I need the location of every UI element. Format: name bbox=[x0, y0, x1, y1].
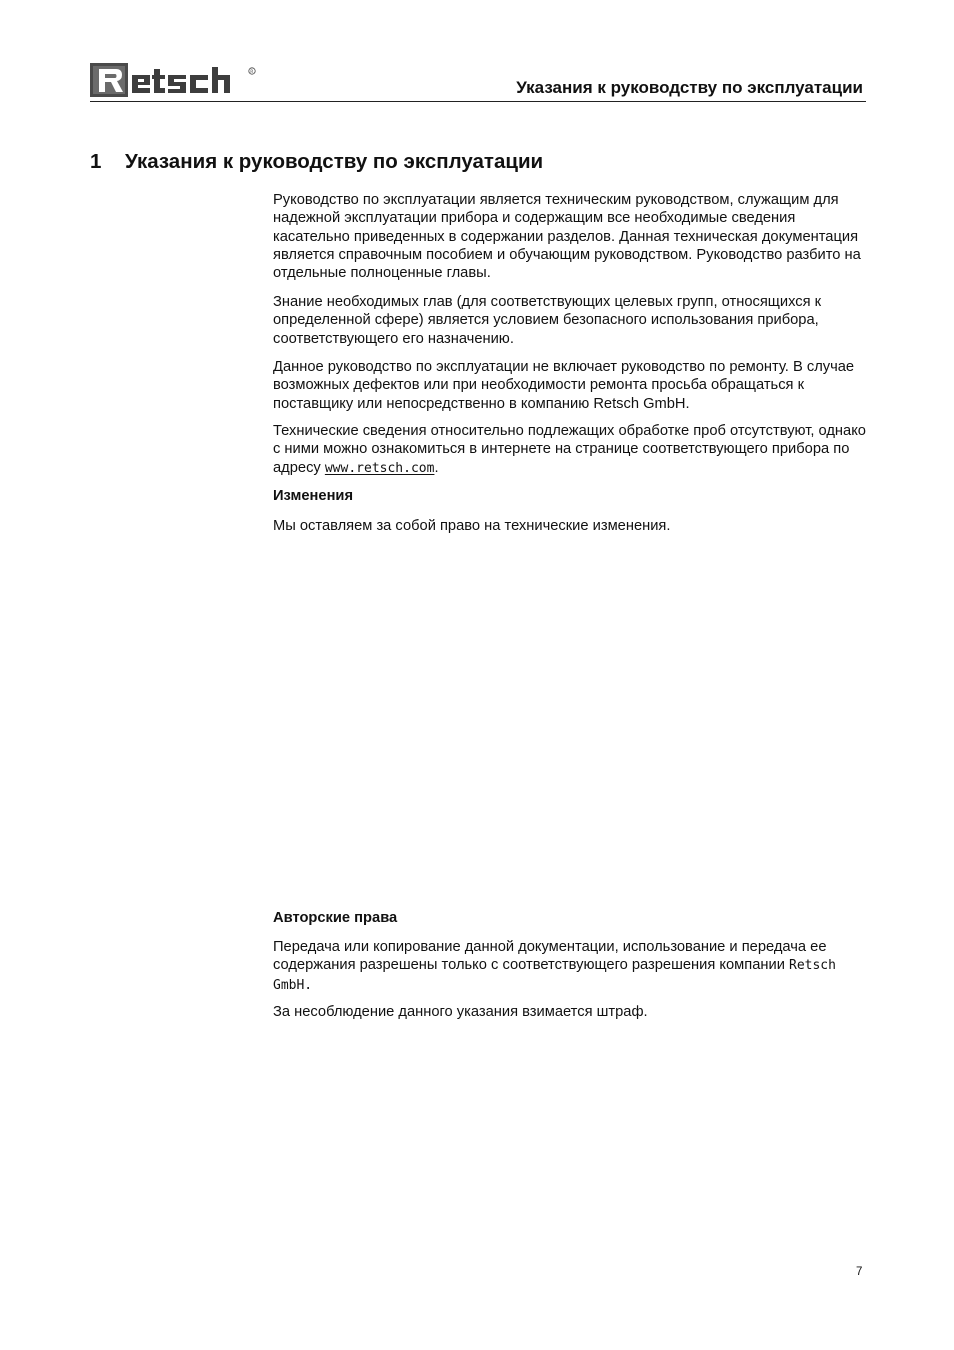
retsch-website-link[interactable]: www.retsch.com bbox=[324, 460, 435, 476]
changes-paragraph: Мы оставляем за собой право на технические изменения. bbox=[273, 518, 671, 534]
copyright-company: Retsch GmbH. bbox=[273, 958, 836, 993]
intro-paragraph: Руководство по эксплуатации является техническим руководством, служащим для надежной эксплуатации прибора и содержащим все необходимые сведения касательно приведенных в содержании разделов. Данная техническая документация является справочным пособием и обучающим руководством. Руководство разбито на отдельные полноценные главы. bbox=[273, 192, 861, 282]
chapter-number: 1 bbox=[90, 150, 102, 173]
header-rule bbox=[90, 101, 866, 102]
copyright-text: Передача или копирование данной документации, использование и передача ее содержания разрешены только с соответствующего разрешения компании bbox=[273, 939, 827, 974]
repair-paragraph: Данное руководство по эксплуатации не включает руководство по ремонту. В случае возможных дефектов или при необходимости ремонта просьба обращаться к поставщику или непосредственно в компанию Retsch GmbH. bbox=[273, 359, 855, 412]
copyright-heading: Авторские права bbox=[273, 910, 398, 926]
changes-heading: Изменения bbox=[273, 488, 354, 504]
samples-paragraph bbox=[273, 422, 873, 478]
knowledge-paragraph: Знание необходимых глав (для соответствующих целевых групп, относящихся к определенной сфере) является условием безопасного использования прибора, соответствующего его назначению. bbox=[273, 294, 822, 347]
samples-text: Технические сведения относительно подлежащих обработке проб отсутствуют, однако с ними можно ознакомиться в интернете на странице соответствующего прибора по адресу bbox=[273, 423, 866, 476]
penalty-paragraph: За несоблюдение данного указания взимается штраф. bbox=[273, 1004, 648, 1020]
page-number: 7 bbox=[856, 1266, 863, 1278]
svg-text:R: R bbox=[250, 70, 254, 75]
retsch-logo bbox=[90, 63, 258, 99]
copyright-paragraph bbox=[273, 938, 873, 995]
samples-end: . bbox=[434, 459, 439, 476]
running-header-title: Указания к руководству по эксплуатации bbox=[516, 78, 863, 97]
chapter-title: Указания к руководству по эксплуатации bbox=[125, 150, 544, 173]
chapter-heading bbox=[90, 150, 543, 174]
